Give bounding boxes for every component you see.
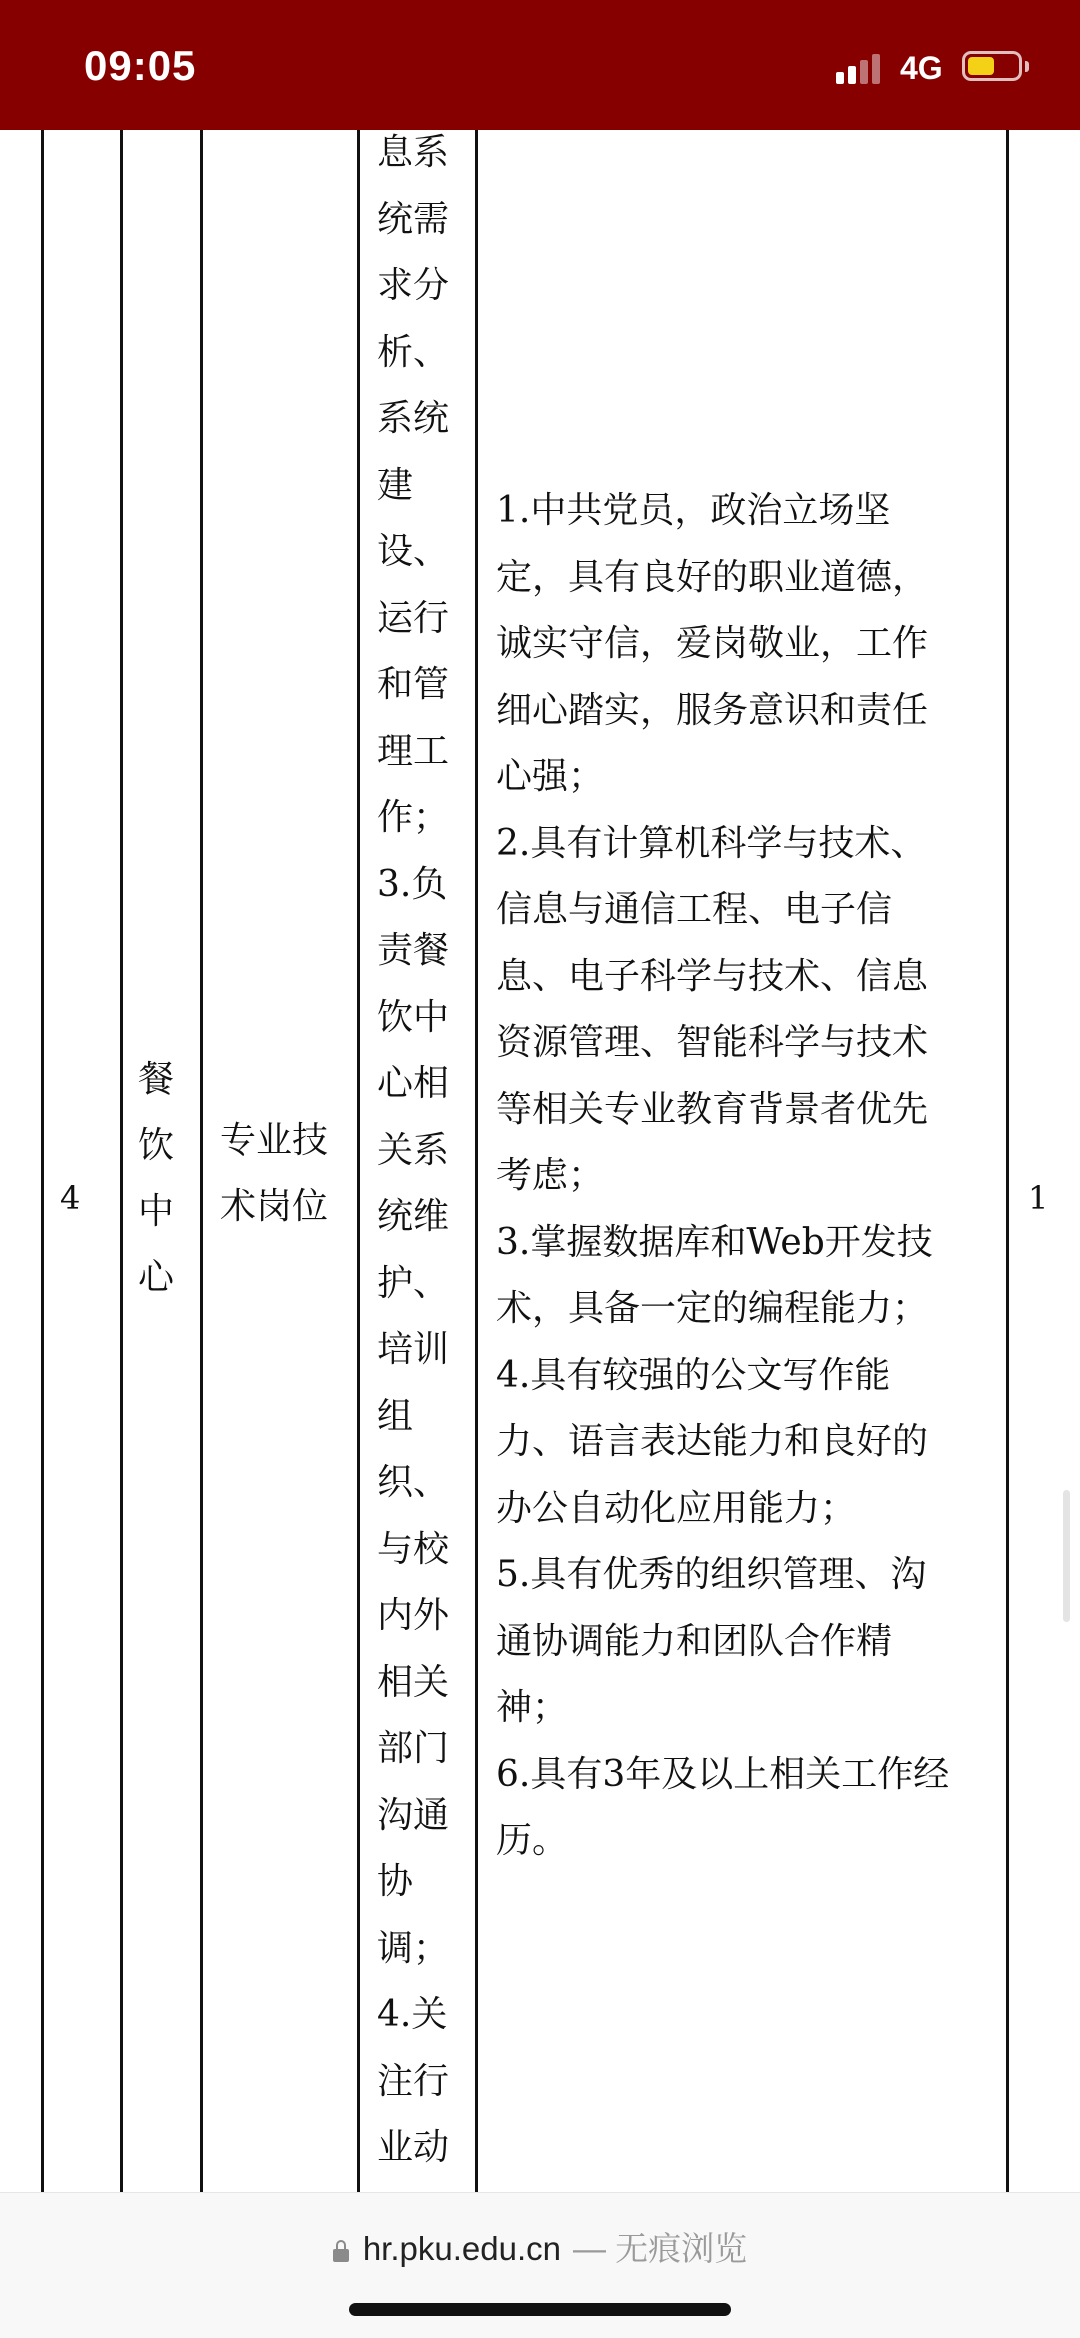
duties-line: 求分 (377, 265, 450, 306)
requirement-line: 等相关专业教育背景者优先 (496, 1088, 929, 1130)
requirement-line: 定，具有良好的职业道德， (496, 556, 929, 598)
duties-line: 和管 (377, 664, 450, 705)
requirement-line: 历。 (496, 1820, 569, 1861)
requirement-line: 诚实守信，爱岗敬业，工作 (496, 623, 929, 664)
duties-line: 设、 (377, 531, 450, 572)
duties-line: 调； (377, 1927, 450, 1969)
duties-line: 织、 (377, 1462, 450, 1503)
requirement-line: 信息与通信工程、电子信 (496, 889, 893, 930)
requirement-item (496, 1210, 976, 1343)
job-table (0, 130, 1080, 2192)
requirement-item (496, 811, 976, 1210)
duties-line: 统需 (377, 198, 450, 240)
table-border (41, 130, 44, 2192)
duties-line: 息系 (377, 132, 450, 173)
requirement-line: 神； (496, 1687, 569, 1728)
requirement-line: 力、语言表达能力和良好的 (496, 1421, 929, 1462)
duties-cell (377, 120, 465, 2248)
requirement-line: 2.具有计算机科学与技术、 (496, 822, 927, 864)
duties-line: 内外 (377, 1595, 450, 1636)
duties-line: 业动 (377, 2127, 450, 2168)
url-display[interactable] (0, 2223, 1080, 2270)
department-char: 中 (138, 1191, 175, 1232)
table-border (357, 130, 360, 2192)
duties-line: 关系 (377, 1129, 450, 1171)
duties-line: 作； (377, 797, 450, 838)
duties-line: 运行 (377, 597, 450, 639)
duties-line: 4.关 (377, 1994, 448, 2035)
table-border (200, 130, 203, 2192)
duties-line: 组 (377, 1395, 414, 1437)
table-border (1006, 130, 1009, 2192)
position-type-line: 术岗位 (220, 1186, 329, 1227)
requirement-line: 考虑； (496, 1155, 605, 1196)
network-type: 4G (900, 50, 943, 86)
table-border (120, 130, 123, 2192)
requirement-line: 3.掌握数据库和Web开发技 (496, 1221, 933, 1263)
duties-line: 与校 (377, 1528, 450, 1570)
table-border (475, 130, 478, 2192)
duties-line: 统维 (377, 1196, 450, 1237)
requirement-line: 资源管理、智能科学与技术 (496, 1022, 929, 1063)
requirement-line: 5.具有优秀的组织管理、沟 (496, 1554, 927, 1595)
duties-line: 沟通 (377, 1794, 450, 1836)
duties-line: 相关 (377, 1661, 450, 1703)
battery-level-fill (968, 57, 994, 75)
department-char: 心 (138, 1257, 175, 1298)
position-type-cell (220, 1108, 340, 1240)
duties-line: 部门 (377, 1728, 450, 1769)
duties-line: 饮中 (377, 996, 450, 1038)
cellular-signal-icon (836, 54, 884, 84)
requirement-line: 心强； (496, 756, 605, 797)
row-index: 4 (60, 1179, 81, 1217)
duties-line: 护、 (377, 1262, 450, 1304)
requirement-line: 息、电子科学与技术、信息 (496, 955, 929, 997)
status-time: 09:05 (84, 42, 197, 89)
private-browsing-label: — 无痕浏览 (572, 2230, 748, 2267)
url-domain: hr.pku.edu.cn (362, 2230, 561, 2267)
duties-line: 3.负 (377, 863, 448, 905)
department-cell (138, 1047, 188, 1311)
home-indicator[interactable] (349, 2303, 731, 2316)
requirement-line: 1.中共党员，政治立场坚 (496, 490, 891, 531)
headcount: 1 (1028, 1179, 1049, 1217)
duties-line: 系统 (377, 398, 450, 439)
duties-line: 责餐 (377, 930, 450, 971)
department-char: 餐 (138, 1059, 175, 1100)
status-bar (0, 0, 1080, 130)
duties-line: 建 (377, 464, 414, 506)
requirement-line: 4.具有较强的公文写作能 (496, 1354, 891, 1396)
requirement-line: 6.具有3年及以上相关工作经 (496, 1753, 950, 1795)
requirement-line: 术，具备一定的编程能力； (496, 1288, 929, 1329)
requirement-item (496, 1542, 976, 1742)
department-char: 饮 (138, 1125, 175, 1166)
battery-icon (962, 51, 1022, 81)
requirement-line: 通协调能力和团队合作精 (496, 1620, 893, 1662)
lock-icon (333, 2240, 349, 2262)
duties-line: 注行 (377, 2060, 450, 2102)
battery-tip (1025, 61, 1029, 72)
browser-address-bar[interactable] (0, 2192, 1080, 2338)
duties-line: 培训 (377, 1329, 450, 1370)
duties-line: 协 (377, 1861, 414, 1902)
position-type-line: 专业技 (220, 1120, 329, 1161)
requirement-item (496, 478, 976, 811)
scrollbar[interactable] (1063, 1490, 1070, 1622)
duties-line: 心相 (377, 1063, 450, 1104)
requirements-cell (496, 478, 976, 1875)
duties-line: 理工 (377, 730, 450, 772)
requirement-line: 办公自动化应用能力； (496, 1487, 857, 1529)
requirement-item (496, 1343, 976, 1543)
requirement-line: 细心踏实，服务意识和责任 (496, 689, 929, 731)
requirement-item (496, 1742, 976, 1875)
duties-line: 析、 (377, 331, 450, 373)
